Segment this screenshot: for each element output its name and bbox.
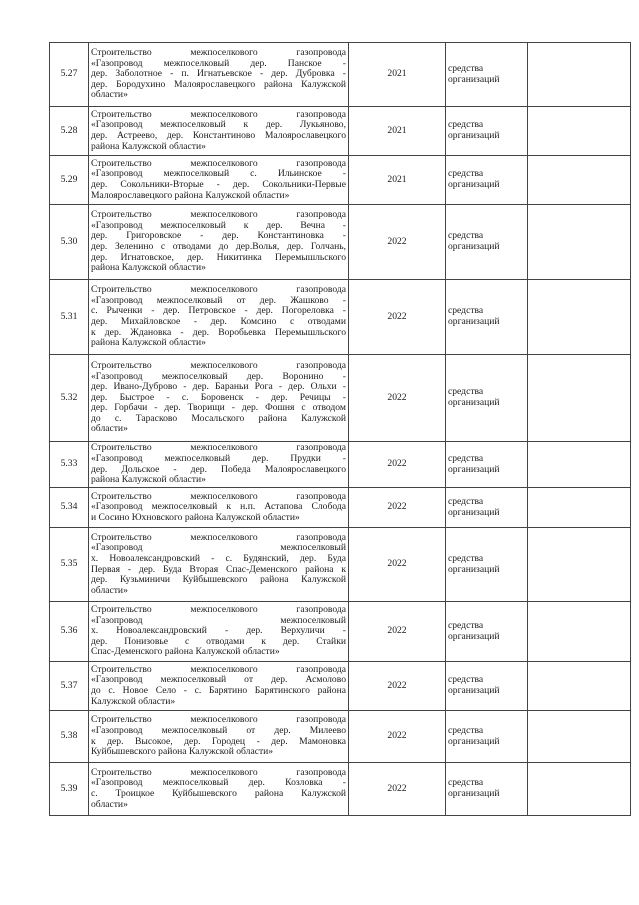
project-description (89, 156, 349, 205)
table-row (50, 711, 631, 763)
funding-line: организаций (448, 180, 500, 190)
project-description (89, 528, 349, 602)
table-row (50, 205, 631, 280)
description-line: Спас-Деменского района Калужской области» (91, 647, 280, 658)
project-description (89, 280, 349, 355)
funding-line: организаций (448, 736, 500, 747)
funding-line: организаций (448, 564, 500, 575)
empty-column-cell (528, 528, 631, 602)
project-description (89, 107, 349, 156)
empty-column-cell (528, 355, 631, 442)
funding-source (446, 488, 528, 528)
description-line: Строительство межпоселкового газопровода (91, 361, 346, 372)
description-line: «Газопровод межпоселковый к дер. Лукьяново, (91, 120, 346, 131)
description-line: «Газопровод межпоселковый с. Ильинское - (91, 169, 346, 180)
item-number: 5.36 (50, 602, 89, 662)
description-line: области» (91, 90, 128, 101)
table-row (50, 763, 631, 816)
description-line: Строительство межпоселкового газопровода (91, 715, 346, 726)
completion-year: 2022 (349, 205, 446, 280)
item-number: 5.34 (50, 488, 89, 528)
funding-source (446, 662, 528, 711)
empty-column-cell (528, 156, 631, 205)
description-line: Первая - дер. Буда Вторая Спас-Деменского района к (91, 564, 346, 575)
funding-source (446, 43, 528, 107)
empty-column-cell (528, 205, 631, 280)
description-line: «Газопровод межпоселковый от дер. Жашково - (91, 295, 346, 306)
funding-source (446, 711, 528, 763)
funding-line: средства (448, 306, 484, 317)
table-row (50, 442, 631, 488)
funding-source (446, 355, 528, 442)
description-line: Строительство межпоселкового газопровода (91, 158, 346, 169)
completion-year: 2022 (349, 711, 446, 763)
description-line: «Газопровод межпоселковый (91, 615, 346, 626)
description-line: Строительство межпоселкового газопровода (91, 532, 346, 543)
item-number: 5.31 (50, 280, 89, 355)
description-line: дер. Дольское - дер. Победа Малоярославецкого (91, 464, 346, 475)
description-line: «Газопровод межпоселковый дер. Прудки - (91, 453, 346, 464)
description-line: Куйбышевского района Калужской области» (91, 747, 274, 758)
description-line: Строительство межпоселкового газопровода (91, 491, 346, 502)
funding-line: средства (448, 387, 484, 398)
empty-column-cell (528, 602, 631, 662)
description-line: Строительство межпоселкового газопровода (91, 605, 346, 616)
description-line: района Калужской области» (91, 338, 206, 349)
funding-source (446, 205, 528, 280)
table-row (50, 156, 631, 205)
item-number: 5.35 (50, 528, 89, 602)
completion-year: 2022 (349, 602, 446, 662)
description-line: Строительство межпоселкового газопровода (91, 109, 346, 120)
description-line: и Сосино Юхновского района Калужской области» (91, 512, 300, 523)
description-line: «Газопровод межпоселковый к н.п. Астапова Слобода (91, 502, 346, 513)
item-number: 5.38 (50, 711, 89, 763)
table-row (50, 662, 631, 711)
description-line: Строительство межпоселкового газопровода (91, 48, 346, 59)
item-number: 5.27 (50, 43, 89, 107)
completion-year: 2022 (349, 488, 446, 528)
empty-column-cell (528, 442, 631, 488)
item-number: 5.32 (50, 355, 89, 442)
description-line: дер. Астреево, дер. Константиново Малоярославецкого (91, 131, 346, 141)
item-number: 5.39 (50, 763, 89, 816)
funding-line: средства (448, 675, 484, 686)
funding-line: средства (448, 169, 484, 180)
description-line: Строительство межпоселкового газопровода (91, 767, 346, 778)
description-line: Строительство межпоселкового газопровода (91, 443, 346, 454)
funding-source (446, 156, 528, 205)
description-line: дер. Григоровское - дер. Константиновка - (91, 231, 346, 242)
table-row (50, 107, 631, 156)
table-row (50, 280, 631, 355)
description-line: дер. Заболотное - п. Игнатьевское - дер. Дубровка - (91, 69, 346, 80)
item-number: 5.30 (50, 205, 89, 280)
completion-year: 2021 (349, 156, 446, 205)
description-line: «Газопровод межпоселковый к дер. Вечна - (91, 220, 346, 231)
completion-year: 2022 (349, 662, 446, 711)
description-line: Строительство межпоселкового газопровода (91, 210, 346, 221)
funding-line: средства (448, 496, 484, 507)
table-row (50, 602, 631, 662)
description-line: дер. Горбачи - дер. Творищи - дер. Фошня с отводом (91, 403, 346, 414)
description-line: района Калужской области» (91, 475, 206, 486)
description-line: х. Новоалександровский - дер. Верхуличи - (91, 626, 346, 637)
description-line: дер. Зеленино с отводами до дер.Волья, дер. Голчань, (91, 242, 346, 252)
description-line: дер. Сокольники-Вторые - дер. Сокольники-Первые (91, 180, 346, 190)
project-description (89, 205, 349, 280)
completion-year: 2022 (349, 280, 446, 355)
completion-year: 2022 (349, 442, 446, 488)
funding-line: средства (448, 231, 484, 242)
description-line: к дер. Высокое, дер. Городец - дер. Мамоновка (91, 736, 346, 747)
description-line: «Газопровод межпоселковый дер. Панское - (91, 58, 346, 69)
table-body (50, 43, 631, 816)
description-line: дер. Быстрое - с. Боровенск - дер. Речицы - (91, 392, 346, 403)
description-line: района Калужской области» (91, 263, 206, 274)
description-line: района Калужской области» (91, 141, 206, 152)
description-line: Малоярославецкого района Калужской области» (91, 190, 290, 201)
empty-column-cell (528, 280, 631, 355)
description-line: «Газопровод межпоселковый от дер. Милеево (91, 725, 346, 736)
description-line: дер. Понизовье с отводами к дер. Стайки (91, 636, 346, 647)
description-line: Строительство межпоселкового газопровода (91, 664, 346, 675)
empty-column-cell (528, 763, 631, 816)
description-line: Строительство межпоселкового газопровода (91, 285, 346, 296)
table-row (50, 43, 631, 107)
project-description (89, 711, 349, 763)
funding-line: средства (448, 453, 484, 464)
table-row (50, 528, 631, 602)
completion-year: 2022 (349, 528, 446, 602)
funding-source (446, 442, 528, 488)
funding-line: организаций (448, 631, 500, 642)
description-line: «Газопровод межпоселковый дер. Козловка - (91, 778, 346, 789)
funding-line: организаций (448, 242, 500, 252)
funding-source (446, 602, 528, 662)
project-description (89, 488, 349, 528)
item-number: 5.33 (50, 442, 89, 488)
description-line: «Газопровод межпоселковый от дер. Асмолово (91, 675, 346, 686)
funding-line: организаций (448, 789, 500, 799)
item-number: 5.29 (50, 156, 89, 205)
description-line: «Газопровод межпоселковый дер. Воронино - (91, 371, 346, 382)
description-line: области» (91, 585, 128, 596)
item-number: 5.28 (50, 107, 89, 156)
funding-source (446, 763, 528, 816)
project-description (89, 355, 349, 442)
completion-year: 2021 (349, 107, 446, 156)
empty-column-cell (528, 662, 631, 711)
funding-line: организаций (448, 507, 500, 518)
item-number: 5.37 (50, 662, 89, 711)
funding-line: организаций (448, 686, 500, 696)
project-description (89, 763, 349, 816)
funding-line: средства (448, 778, 484, 789)
funding-line: организаций (448, 398, 500, 408)
description-line: области» (91, 799, 128, 810)
description-line: области» (91, 424, 128, 435)
project-description (89, 662, 349, 711)
description-line: к дер. Ждановка - дер. Воробьевка Перемышльского (91, 327, 346, 338)
project-description (89, 442, 349, 488)
funding-line: организаций (448, 74, 500, 85)
funding-source (446, 528, 528, 602)
table-row (50, 488, 631, 528)
funding-line: средства (448, 620, 484, 631)
empty-column-cell (528, 711, 631, 763)
empty-column-cell (528, 107, 631, 156)
funding-line: средства (448, 725, 484, 736)
empty-column-cell (528, 43, 631, 107)
funding-line: организаций (448, 317, 500, 327)
funding-line: средства (448, 553, 484, 564)
description-line: х. Новоалександровский - с. Будянский, дер. Буда (91, 553, 346, 564)
completion-year: 2022 (349, 355, 446, 442)
description-line: дер. Михайловское - дер. Комсино с отводами (91, 317, 346, 327)
completion-year: 2022 (349, 763, 446, 816)
project-description (89, 43, 349, 107)
description-line: с. Троицкое Куйбышевского района Калужской (91, 789, 346, 799)
description-line: дер. Ивано-Дуброво - дер. Бараньи Рога - дер. Ольхи - (91, 382, 346, 393)
completion-year: 2021 (349, 43, 446, 107)
project-description (89, 602, 349, 662)
funding-line: средства (448, 120, 484, 131)
empty-column-cell (528, 488, 631, 528)
description-line: до с. Тарасково Мосальского района Калужской (91, 413, 346, 424)
funding-line: средства (448, 63, 484, 74)
funding-line: организаций (448, 131, 500, 141)
funding-line: организаций (448, 464, 500, 475)
description-line: Калужской области» (91, 696, 176, 707)
description-line: с. Рыченки - дер. Петровское - дер. Погореловка - (91, 306, 346, 317)
description-line: дер. Игнатовское, дер. Никитинка Перемышльского (91, 252, 346, 263)
description-line: дер. Бородухино Малоярославецкого района Калужской (91, 79, 346, 90)
gas-pipeline-plan-table (49, 42, 631, 816)
table-row (50, 355, 631, 442)
funding-source (446, 107, 528, 156)
description-line: «Газопровод межпоселковый (91, 543, 346, 554)
funding-source (446, 280, 528, 355)
description-line: дер. Кузьминичи Куйбышевского района Калужской (91, 575, 346, 586)
description-line: до с. Новое Село - с. Барятино Барятинского района (91, 686, 346, 696)
